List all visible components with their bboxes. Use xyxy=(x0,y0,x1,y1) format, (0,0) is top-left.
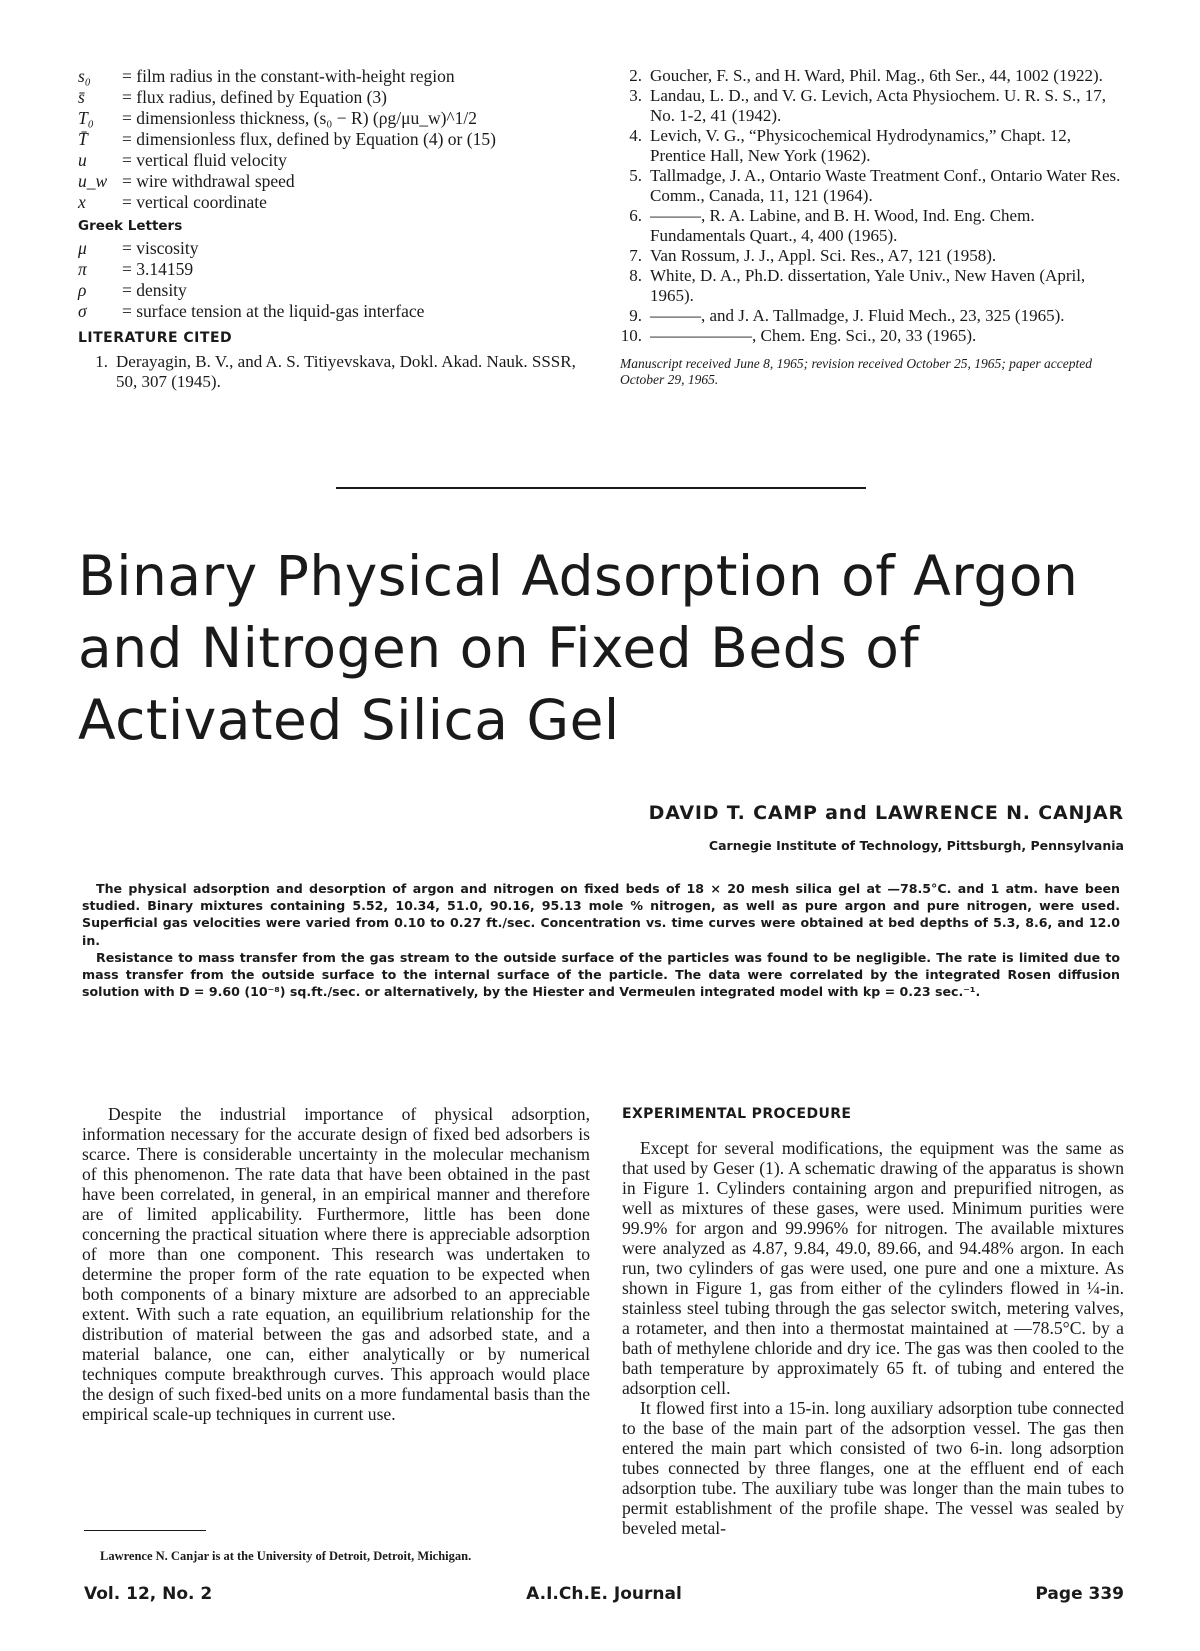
reference-text: White, D. A., Ph.D. dissertation, Yale Univ., New Haven (April, 1965). xyxy=(650,266,1086,305)
nomenclature-block xyxy=(78,66,578,392)
nomenclature-definition: = flux radius, defined by Equation (3) xyxy=(122,87,388,107)
greek-definition: = surface tension at the liquid-gas interface xyxy=(122,301,425,321)
nomenclature-row xyxy=(78,171,578,192)
reference-text: ——————, Chem. Eng. Sci., 20, 33 (1965). xyxy=(650,326,977,345)
greek-symbol: μ xyxy=(78,238,87,258)
reference-number: 1. xyxy=(95,352,108,371)
section-divider-rule xyxy=(336,487,866,489)
reference-item xyxy=(78,352,578,392)
reference-item xyxy=(612,126,1124,166)
nomenclature-symbol: x xyxy=(78,192,86,212)
abstract-paragraph: Resistance to mass transfer from the gas stream to the outside surface of the particles was found to be negligible. The rate is limited due to mass transfer from the outside surface to the internal surface of the particle. The data were correlated by the integrated Rosen diffusion solution with D = 9.60 (10⁻⁸) sq.ft./sec. or alternatively, by the Hiester and Vermeulen integrated model with kp = 0.23 sec.⁻¹. xyxy=(82,949,1120,1000)
footer-volume: Vol. 12, No. 2 xyxy=(84,1584,213,1604)
reference-text: Derayagin, B. V., and A. S. Titiyevskava, Dokl. Akad. Nauk. SSSR, 50, 307 (1945). xyxy=(116,352,576,391)
section-heading: EXPERIMENTAL PROCEDURE xyxy=(622,1106,852,1122)
footer-journal: A.I.Ch.E. Journal xyxy=(526,1584,682,1604)
reference-item xyxy=(612,306,1124,326)
body-column-right xyxy=(622,1104,1124,1538)
reference-number: 6. xyxy=(629,206,642,225)
intro-paragraph: Despite the industrial importance of physical adsorption, information necessary for the accurate design of fixed bed adsorbers is scarce. There is considerable uncertainty in the molecular mechanism of this phenomenon. The rate data that have been obtained in the past have been correlated, in general, in an empirical manner and therefore are of limited applicability. Furthermore, little has been done concerning the practical situation where there is appreciable adsorption of more than one component. This research was undertaken to determine the proper form of the rate equation to be expected when both components of a binary mixture are adsorbed to an appreciable extent. With such a rate equation, an equilibrium relationship for the distribution of material between the gas and adsorbed state, and a material balance, one can, either analytically or by numerical techniques compute breakthrough curves. This approach would place the design of such fixed-bed units on a more fundamental basis than the empirical scale-up techniques in current use. xyxy=(82,1104,590,1424)
greek-row xyxy=(78,301,578,322)
reference-item xyxy=(612,206,1124,246)
reference-number: 9. xyxy=(629,306,642,325)
reference-number: 5. xyxy=(629,166,642,185)
body-column-left xyxy=(82,1104,590,1424)
section-paragraph: Except for several modifications, the equipment was the same as that used by Geser (1). A schematic drawing of the apparatus is shown in Figure 1. Cylinders containing argon and prepurified nitrogen, as well as mixtures of these gases, were used. Minimum purities were 99.9% for argon and 99.996% for nitrogen. The available mixtures were analyzed as 4.87, 9.84, 49.0, 89.66, and 94.48% argon. In each run, two cylinders of gas were used, one pure and one a mixture. As shown in Figure 1, gas from either of the cylinders flowed in ¼-in. stainless steel tubing through the gas selector switch, metering valves, a rotameter, and then into a thermostat maintained at —78.5°C. by a bath of methylene chloride and dry ice. The gas was then cooled to the bath temperature by approximately 65 ft. of tubing and entered the adsorption cell. xyxy=(622,1138,1124,1398)
nomenclature-definition: = dimensionless thickness, (s₀ − R) (ρg/μu_w)^1/2 xyxy=(122,108,477,128)
nomenclature-symbol: T̄ xyxy=(78,129,88,149)
reference-item xyxy=(612,66,1124,86)
references-right-block xyxy=(612,66,1124,388)
reference-text: Goucher, F. S., and H. Ward, Phil. Mag., 6th Ser., 44, 1002 (1922). xyxy=(650,66,1103,85)
greek-symbol: σ xyxy=(78,301,87,321)
greek-row xyxy=(78,259,578,280)
greek-row xyxy=(78,238,578,259)
nomenclature-symbol: s₀ xyxy=(78,66,91,86)
reference-number: 8. xyxy=(629,266,642,285)
greek-row xyxy=(78,280,578,301)
author-footnote: Lawrence N. Canjar is at the University of Detroit, Detroit, Michigan. xyxy=(100,1549,472,1563)
reference-item xyxy=(612,166,1124,206)
nomenclature-symbol: u_w xyxy=(78,171,108,191)
reference-number: 2. xyxy=(629,66,642,85)
reference-item xyxy=(612,246,1124,266)
reference-text: Levich, V. G., “Physicochemical Hydrodynamics,” Chapt. 12, Prentice Hall, New York (1962). xyxy=(650,126,1071,165)
reference-number: 3. xyxy=(629,86,642,105)
reference-text: ———, and J. A. Tallmadge, J. Fluid Mech., 23, 325 (1965). xyxy=(650,306,1065,325)
nomenclature-row xyxy=(78,87,578,108)
manuscript-note: Manuscript received June 8, 1965; revision received October 25, 1965; paper accepted October 29, 1965. xyxy=(620,356,1092,387)
nomenclature-symbol: u xyxy=(78,150,87,170)
nomenclature-row xyxy=(78,108,578,129)
page-footer xyxy=(84,1584,1124,1610)
nomenclature-row xyxy=(78,66,578,87)
article-title: Binary Physical Adsorption of Argon and Nitrogen on Fixed Beds of Activated Silica Gel xyxy=(78,544,1079,752)
reference-item xyxy=(612,86,1124,126)
author-affiliation: Carnegie Institute of Technology, Pittsburgh, Pennsylvania xyxy=(708,838,1124,853)
reference-text: ———, R. A. Labine, and B. H. Wood, Ind. Eng. Chem. Fundamentals Quart., 4, 400 (1965). xyxy=(650,206,1035,245)
nomenclature-definition: = vertical fluid velocity xyxy=(122,150,287,170)
reference-item xyxy=(612,326,1124,346)
literature-cited-heading: LITERATURE CITED xyxy=(78,330,233,346)
nomenclature-definition: = vertical coordinate xyxy=(122,192,267,212)
reference-item xyxy=(612,266,1124,306)
nomenclature-definition: = film radius in the constant-with-height region xyxy=(122,66,455,86)
nomenclature-definition: = dimensionless flux, defined by Equation (4) or (15) xyxy=(122,129,496,149)
reference-text: Van Rossum, J. J., Appl. Sci. Res., A7, 121 (1958). xyxy=(650,246,997,265)
footer-page-number: Page 339 xyxy=(1035,1584,1124,1604)
nomenclature-row xyxy=(78,129,578,150)
reference-text: Tallmadge, J. A., Ontario Waste Treatment Conf., Ontario Water Res. Comm., Canada, 11, 121 (1964). xyxy=(650,166,1121,205)
reference-number: 4. xyxy=(629,126,642,145)
nomenclature-definition: = wire withdrawal speed xyxy=(122,171,295,191)
greek-symbol: ρ xyxy=(78,280,87,300)
nomenclature-symbol: T₀ xyxy=(78,108,94,128)
nomenclature-symbol: s̄ xyxy=(78,87,85,107)
nomenclature-row xyxy=(78,150,578,171)
reference-number: 10. xyxy=(620,326,642,345)
greek-definition: = viscosity xyxy=(122,238,199,258)
reference-text: Landau, L. D., and V. G. Levich, Acta Physiochem. U. R. S. S., 17, No. 1-2, 41 (1942). xyxy=(650,86,1106,125)
abstract-paragraph: The physical adsorption and desorption of argon and nitrogen on fixed beds of 18 × 20 mesh silica gel at —78.5°C. and 1 atm. have been studied. Binary mixtures containing 5.52, 10.34, 51.0, 90.16, 95.13 mole % nitrogen, as well as pure argon and pure nitrogen, were used. Superficial gas velocities were varied from 0.10 to 0.27 ft./sec. Concentration vs. time curves were obtained at bed depths of 5.3, 8.6, and 12.0 in. xyxy=(82,881,1120,948)
abstract xyxy=(82,880,1120,1000)
footnote-rule xyxy=(84,1530,206,1531)
greek-letters-heading: Greek Letters xyxy=(78,218,183,234)
greek-definition: = density xyxy=(122,280,187,300)
greek-definition: = 3.14159 xyxy=(122,259,194,279)
greek-symbol: π xyxy=(78,259,87,279)
article-authors: DAVID T. CAMP and LAWRENCE N. CANJAR xyxy=(648,802,1124,824)
reference-number: 7. xyxy=(629,246,642,265)
section-paragraph: It flowed first into a 15-in. long auxiliary adsorption tube connected to the base of the main part of the adsorption vessel. The gas then entered the main part which consisted of two 6-in. long adsorption tubes connected by three flanges, one at the effluent end of each adsorption tube. The auxiliary tube was longer than the main tubes to permit establishment of the profile shape. The vessel was sealed by beveled metal- xyxy=(622,1398,1124,1538)
nomenclature-row xyxy=(78,192,578,213)
